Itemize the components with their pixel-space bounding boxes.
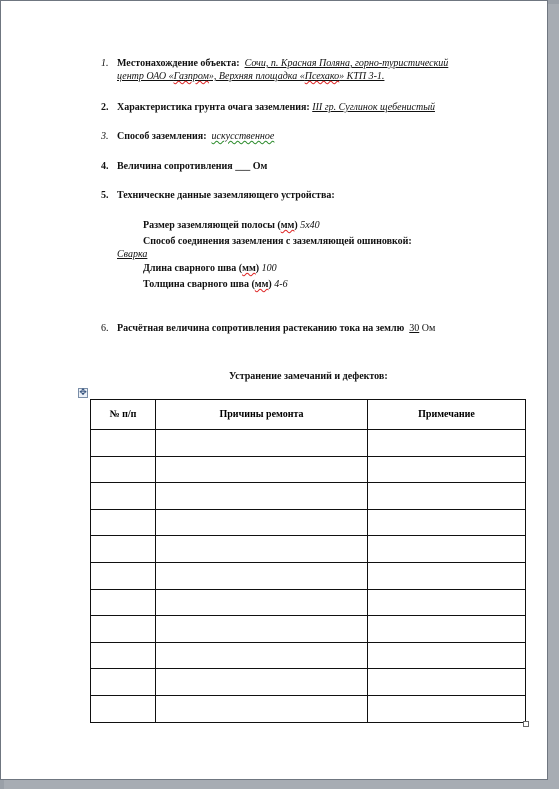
tech-weld-thickness [143,279,288,291]
table-cell[interactable] [156,536,368,563]
table-cell[interactable] [368,695,526,722]
table-cell[interactable] [368,562,526,589]
table-cell[interactable] [368,642,526,669]
item-3-value: искусственное [211,131,275,142]
table-cell[interactable] [368,616,526,643]
table-cell[interactable] [91,456,156,483]
table-cell[interactable] [368,430,526,457]
item-1-value-line1: Сочи, п. Красная Поляна, горно-туристический [244,58,449,69]
item-2-label: Характеристика грунта очага заземления: [117,102,310,113]
table-cell[interactable] [368,456,526,483]
tech-weld-thickness-value: 4-6 [274,279,288,290]
table-row [91,642,526,669]
item-4-label: Величина сопротивления ___ Ом [117,161,268,172]
table-cell[interactable] [368,483,526,510]
table-body [91,430,526,723]
header-reason: Причины ремонта [156,400,368,430]
tech-weld-length-unit: мм [242,263,256,274]
tech-weld-length-label: Длина сварного шва ( [143,263,243,274]
item-4-number: 4. [101,161,109,172]
item-1-line2 [117,71,384,83]
table-row [91,483,526,510]
item-5-label: Техническне данные заземляющего устройства: [117,190,335,201]
section-title: Устранение замечаний и дефектов: [229,371,388,382]
tech-strip-size [143,220,320,232]
tech-connect-value: Сварка [117,249,148,260]
item-1-value-part3: » КТП 3-1. [339,71,385,82]
tech-weld-length [143,263,277,275]
item-6-value: 30 [409,323,420,334]
table-cell[interactable] [91,589,156,616]
item-5-number: 5. [101,190,109,201]
item-6-number: 6. [101,323,109,334]
table-cell[interactable] [91,562,156,589]
table-cell[interactable] [156,483,368,510]
tech-connect-label: Способ соединения заземления с заземляющей ошиновкой: [143,236,412,247]
tech-strip-value: 5х40 [300,220,320,231]
item-3-label: Способ заземления: [117,131,207,142]
table-cell[interactable] [91,430,156,457]
item-2-number: 2. [101,102,109,113]
tech-strip-paren: ) [294,220,298,231]
table-resize-handle[interactable] [523,721,529,727]
item-6-line [117,323,435,335]
table-cell[interactable] [91,695,156,722]
item-2-value: III гр. Суглинок щебенистый [312,102,435,113]
table-header-row [91,400,526,430]
table-cell[interactable] [368,669,526,696]
table-cell[interactable] [156,695,368,722]
table-row [91,695,526,722]
table-cell[interactable] [91,483,156,510]
table-cell[interactable] [91,536,156,563]
table-cell[interactable] [156,430,368,457]
tech-weld-thickness-label: Толщина сварного шва ( [143,279,255,290]
page-shadow-right [548,4,559,789]
item-2-line [117,102,435,114]
item-1-value-part2: », Верхняя площадка « [208,71,305,82]
item-6-unit: Ом [421,323,436,334]
item-3-line [117,131,274,143]
item-1-number: 1. [101,58,109,69]
defects-table[interactable] [90,399,526,723]
item-1-value-place: Псехако [304,71,340,82]
tech-weld-thickness-paren: ) [268,279,272,290]
item-1-value-company: Газпром [173,71,209,82]
header-note: Примечание [368,400,526,430]
tech-weld-thickness-unit: мм [254,279,269,290]
tech-strip-label: Размер заземляющей полосы ( [143,220,281,231]
table-cell[interactable] [156,589,368,616]
table-row [91,430,526,457]
tech-weld-length-value: 100 [261,263,277,274]
tech-strip-unit: мм [280,220,295,231]
table-cell[interactable] [368,536,526,563]
table-cell[interactable] [91,509,156,536]
table-row [91,562,526,589]
table-row [91,589,526,616]
table-cell[interactable] [368,509,526,536]
item-6-label: Расчётная величина сопротивления растеканию тока на землю [117,323,405,334]
table-cell[interactable] [156,456,368,483]
tech-weld-length-paren: ) [255,263,260,274]
item-3-number: 3. [101,131,109,142]
table-cell[interactable] [91,669,156,696]
page-shadow-bottom [4,780,559,789]
table-cell[interactable] [156,669,368,696]
table-cell[interactable] [156,642,368,669]
table-row [91,536,526,563]
table-cell[interactable] [156,509,368,536]
table-cell[interactable] [368,589,526,616]
table-row [91,456,526,483]
table-cell[interactable] [156,616,368,643]
item-1-line1 [117,58,448,70]
table-cell[interactable] [91,616,156,643]
table-cell[interactable] [91,642,156,669]
item-1-value-part: центр ОАО « [117,71,174,82]
table-row [91,616,526,643]
table-row [91,509,526,536]
header-number: № п/п [91,400,156,430]
table-move-icon[interactable]: ✥ [79,388,87,398]
table-row [91,669,526,696]
table-cell[interactable] [156,562,368,589]
item-1-label: Местонахождение объекта: [117,58,240,69]
